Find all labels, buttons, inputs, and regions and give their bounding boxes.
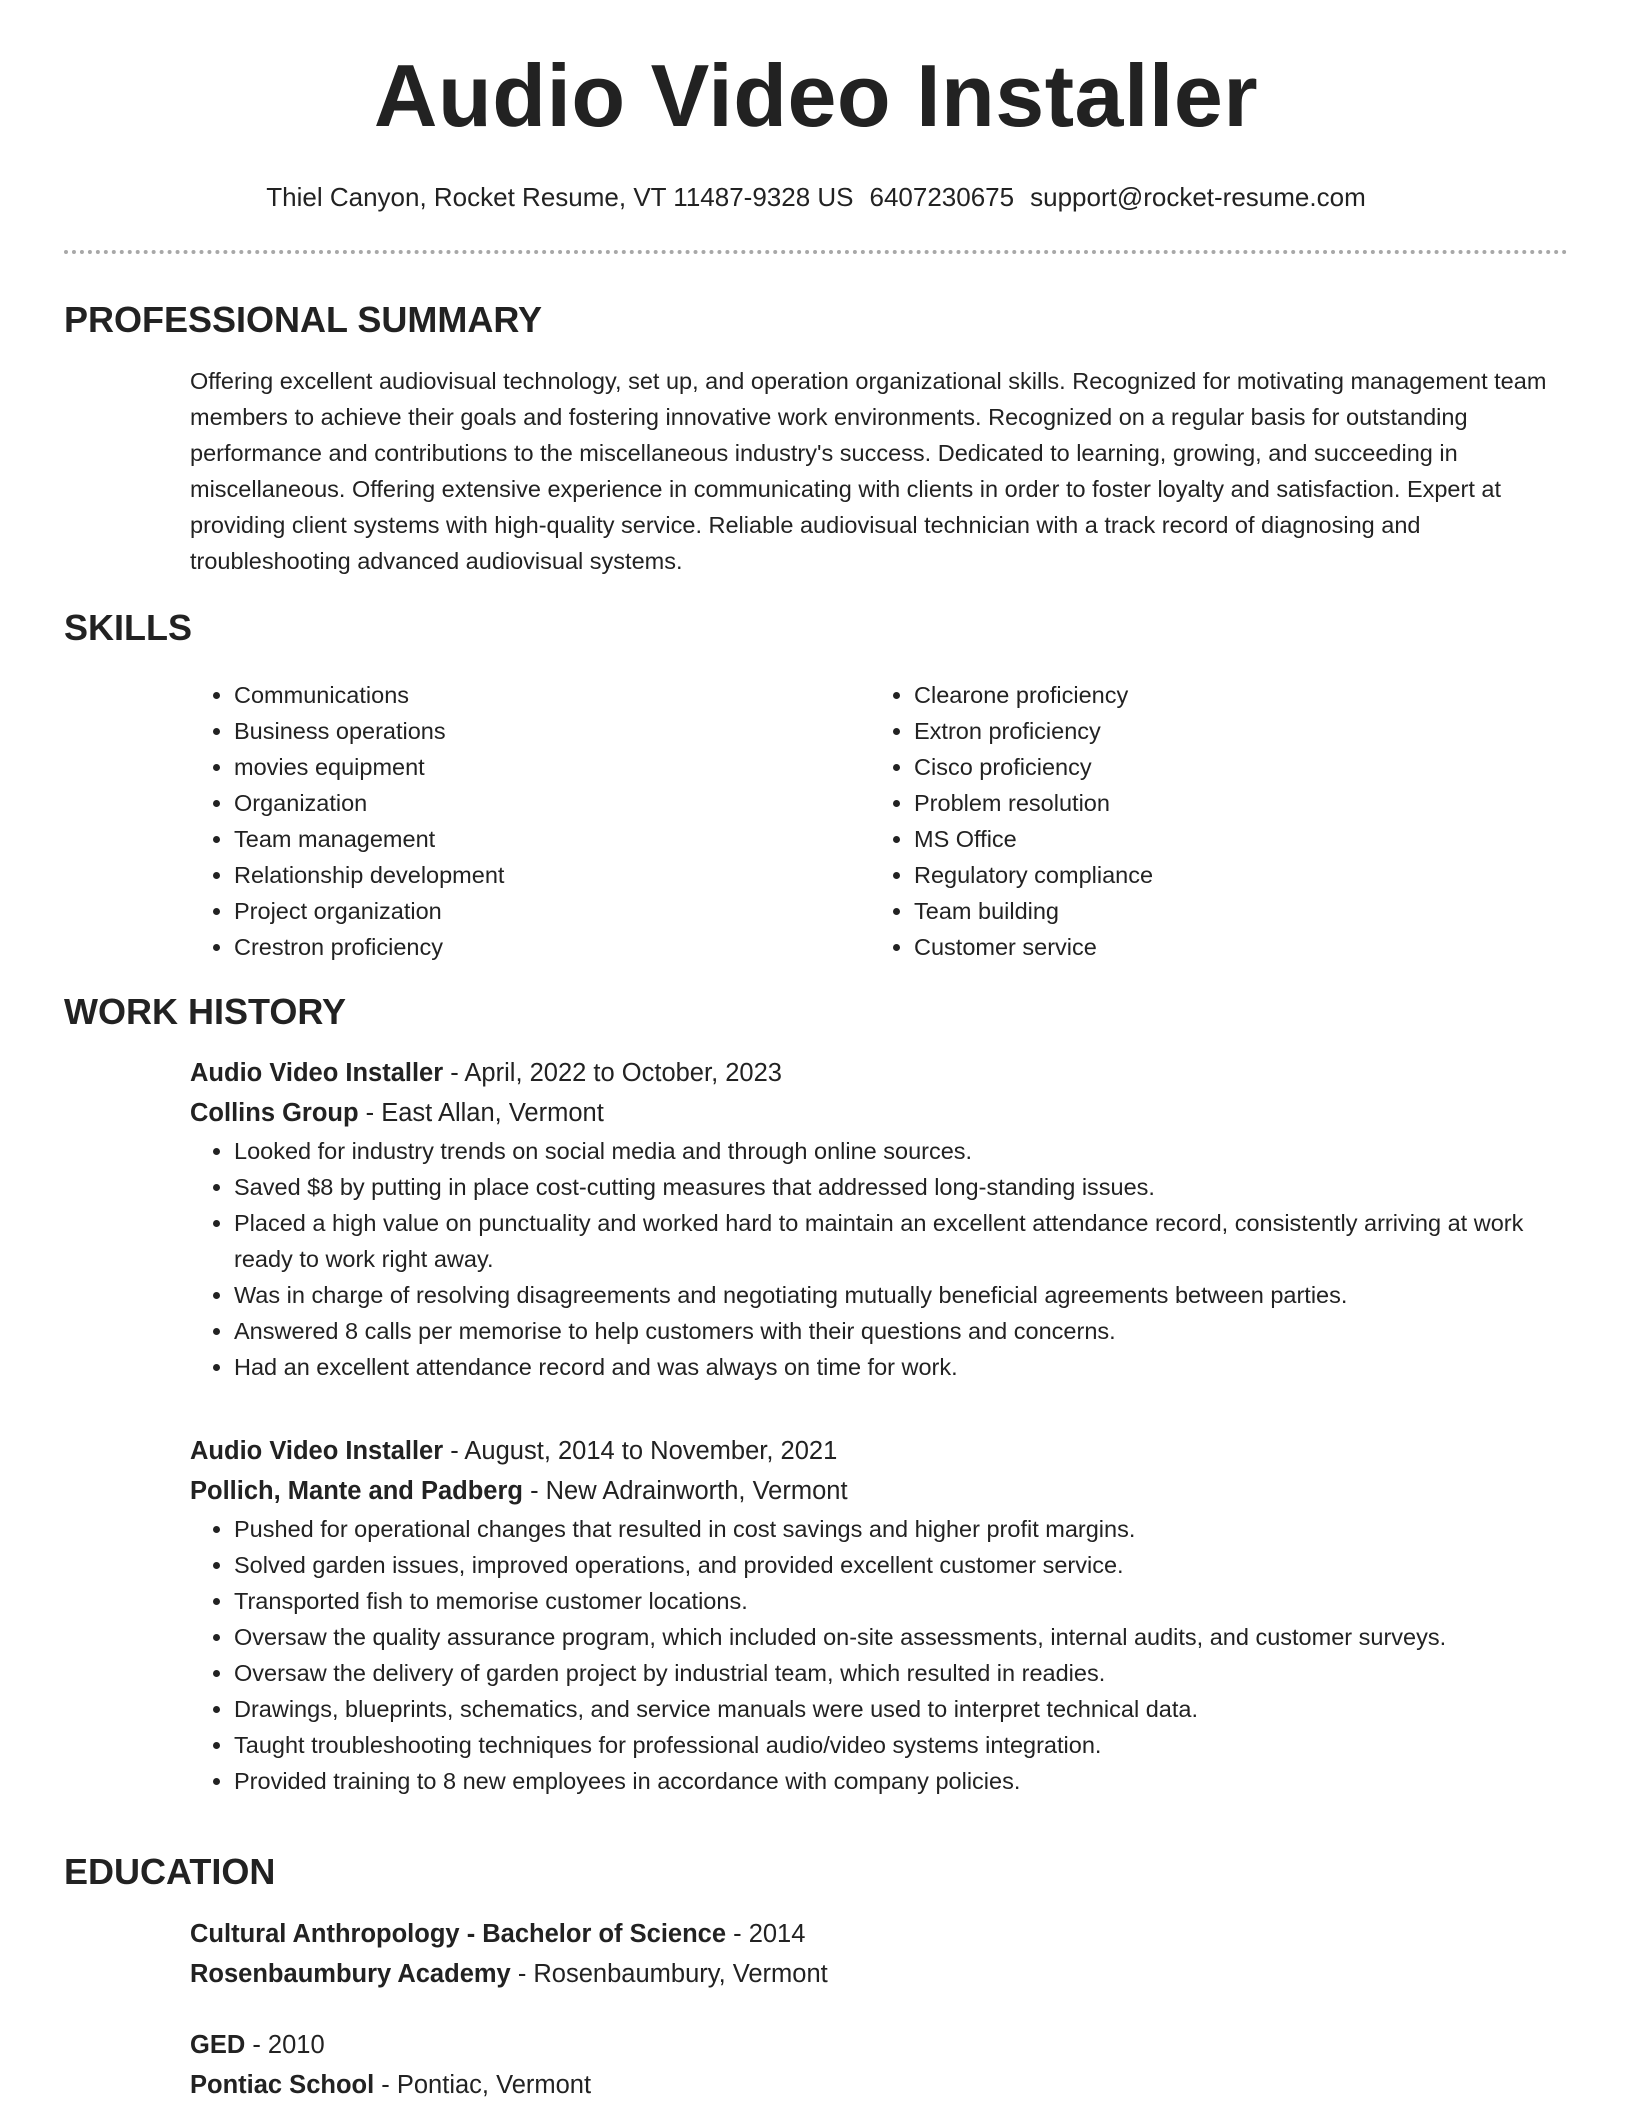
skill-item: • Clearone proficiency <box>914 677 1550 713</box>
skill-item: • Problem resolution <box>914 785 1550 821</box>
skill-item: • Extron proficiency <box>914 713 1550 749</box>
skills-list-left <box>190 677 870 965</box>
education-degree-line <box>190 1914 1568 1954</box>
job-entry <box>190 1431 1568 1799</box>
job-company: Pollich, Mante and Padberg <box>190 1477 523 1505</box>
skills-block <box>190 677 1568 965</box>
skill-item: • Communications <box>234 677 870 713</box>
skills-column-right <box>870 677 1550 965</box>
skill-item: • Team building <box>914 893 1550 929</box>
job-company-line <box>190 1093 1568 1133</box>
education-location: - Rosenbaumbury, Vermont <box>510 1960 828 1988</box>
candidate-name: Audio Video Installer <box>373 46 1259 145</box>
job-dates: - August, 2014 to November, 2021 <box>443 1437 838 1465</box>
job-duty: • Answered 8 calls per memorise to help customers with their questions and concerns. <box>234 1313 1568 1349</box>
skill-item: • Crestron proficiency <box>234 929 870 965</box>
education-year: - 2010 <box>245 2031 325 2059</box>
contact-address: Thiel Canyon, Rocket Resume, VT 11487-9328 US <box>266 182 854 212</box>
skill-item: • Cisco proficiency <box>914 749 1550 785</box>
education-entry <box>190 1914 1568 1994</box>
contact-line <box>0 182 1632 213</box>
skill-item: • MS Office <box>914 821 1550 857</box>
job-duties-list <box>190 1133 1568 1385</box>
contact-email: support@rocket-resume.com <box>1030 182 1366 212</box>
job-duty: • Drawings, blueprints, schematics, and service manuals were used to interpret technical data. <box>234 1691 1568 1727</box>
job-duty: • Had an excellent attendance record and was always on time for work. <box>234 1349 1568 1385</box>
job-duty: • Oversaw the delivery of garden project by industrial team, which resulted in readies. <box>234 1655 1568 1691</box>
header-divider <box>64 250 1568 254</box>
education-entry <box>190 2025 1568 2105</box>
education-school: Pontiac School <box>190 2071 375 2099</box>
job-duty: • Provided training to 8 new employees in accordance with company policies. <box>234 1763 1568 1799</box>
skill-item: • movies equipment <box>234 749 870 785</box>
education-degree: Cultural Anthropology - Bachelor of Science <box>190 1920 727 1948</box>
job-dates: - April, 2022 to October, 2023 <box>443 1059 782 1087</box>
job-title: Audio Video Installer <box>190 1437 444 1465</box>
summary-block <box>190 363 1568 579</box>
education-school: Rosenbaumbury Academy <box>190 1960 511 1988</box>
skills-column-left <box>190 677 870 965</box>
education-degree-line <box>190 2025 1568 2065</box>
education-school-line <box>190 1954 1568 1994</box>
skill-item: • Customer service <box>914 929 1550 965</box>
education-year: - 2014 <box>726 1920 806 1948</box>
section-title-skills: SKILLS <box>64 607 193 648</box>
job-duty: • Taught troubleshooting techniques for professional audio/video systems integration. <box>234 1727 1568 1763</box>
section-title-education: EDUCATION <box>64 1851 276 1892</box>
education-degree: GED <box>190 2031 246 2059</box>
job-location: - East Allan, Vermont <box>358 1099 604 1127</box>
education-location: - Pontiac, Vermont <box>374 2071 592 2099</box>
job-entry <box>190 1053 1568 1385</box>
job-title-line <box>190 1431 1568 1471</box>
job-duties-list <box>190 1511 1568 1799</box>
skills-list-right <box>870 677 1550 965</box>
job-company-line <box>190 1471 1568 1511</box>
job-duty: • Looked for industry trends on social media and through online sources. <box>234 1133 1568 1169</box>
section-title-work: WORK HISTORY <box>64 991 347 1032</box>
summary-text: Offering excellent audiovisual technology, set up, and operation organizational skills. Recognized for motivating management team members to achieve their goals and fostering innovative work environments. Recognized on a regular basis for outstanding performance and contributions to the miscellaneous industry's success. Dedicated to learning, growing, and succeeding in miscellaneous. Offering extensive experience in communicating with clients in order to foster loyalty and satisfaction. Expert at providing client systems with high-quality service. Reliable audiovisual technician with a track record of diagnosing and troubleshooting advanced audiovisual systems. <box>190 368 1547 574</box>
job-duty: • Pushed for operational changes that resulted in cost savings and higher profit margins. <box>234 1511 1568 1547</box>
skill-item: • Regulatory compliance <box>914 857 1550 893</box>
job-duty: • Placed a high value on punctuality and worked hard to maintain an excellent attendance record, consistently arriving at work ready to work right away. <box>234 1205 1568 1277</box>
job-duty: • Transported fish to memorise customer locations. <box>234 1583 1568 1619</box>
skill-item: • Relationship development <box>234 857 870 893</box>
job-title: Audio Video Installer <box>190 1059 444 1087</box>
job-location: - New Adrainworth, Vermont <box>522 1477 848 1505</box>
skill-item: • Project organization <box>234 893 870 929</box>
job-company: Collins Group <box>190 1099 359 1127</box>
job-duty: • Was in charge of resolving disagreements and negotiating mutually beneficial agreements between parties. <box>234 1277 1568 1313</box>
skill-item: • Organization <box>234 785 870 821</box>
section-title-summary: PROFESSIONAL SUMMARY <box>64 299 543 340</box>
job-duty: • Oversaw the quality assurance program, which included on-site assessments, internal audits, and customer surveys. <box>234 1619 1568 1655</box>
skill-item: • Business operations <box>234 713 870 749</box>
job-duty: • Saved $8 by putting in place cost-cutting measures that addressed long-standing issues. <box>234 1169 1568 1205</box>
job-title-line <box>190 1053 1568 1093</box>
education-school-line <box>190 2065 1568 2105</box>
job-duty: • Solved garden issues, improved operations, and provided excellent customer service. <box>234 1547 1568 1583</box>
contact-phone: 6407230675 <box>869 182 1015 212</box>
skill-item: • Team management <box>234 821 870 857</box>
